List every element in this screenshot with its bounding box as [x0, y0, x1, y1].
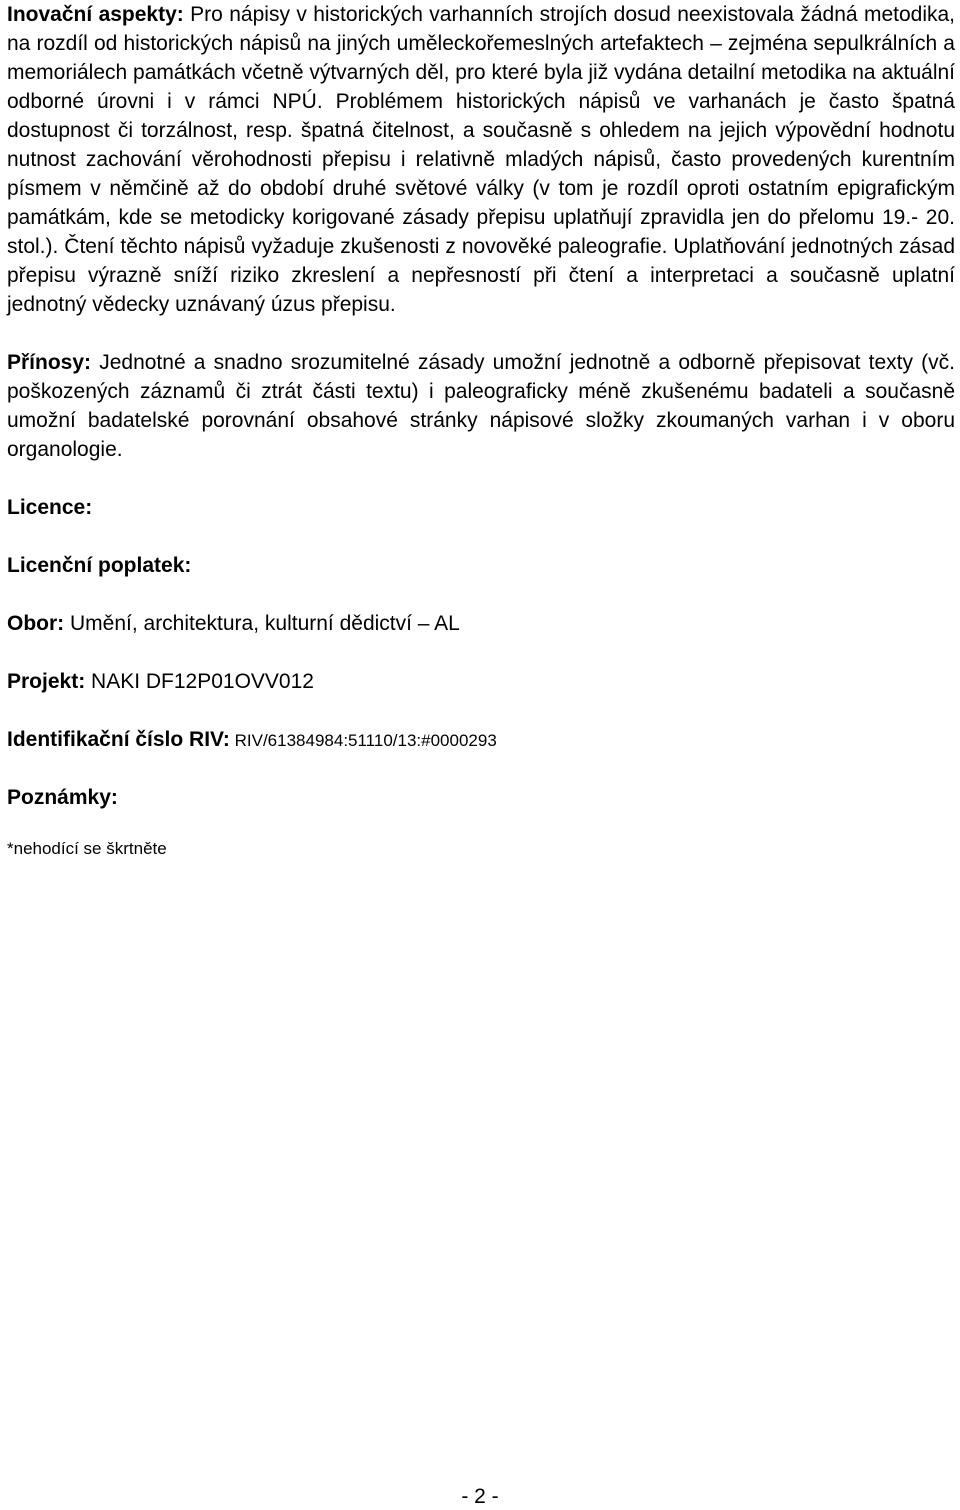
- spacer: [7, 696, 955, 725]
- notes-field: [7, 783, 955, 812]
- spacer: [7, 522, 955, 551]
- spacer: [7, 812, 955, 838]
- license-label: Licence:: [7, 496, 93, 519]
- spacer: [7, 464, 955, 493]
- innovation-text: Pro nápisy v historických varhanních strojích dosud neexistovala žádná metodika, na rozdíl od historických nápisů na jiných uměleckořemeslných artefaktech – zejména sepulkrálních a memoriálech památkách včetně výtvarných děl, pro které byla již vydána detailní metodika na aktuální odborné úrovni i v rámci NPÚ. Problémem historických nápisů ve varhanách je často špatná dostupnost či torzálnost, resp. špatná čitelnost, a současně s ohledem na jejich výpovědní hodnotu nutnost zachování věrohodnosti přepisu i relativně mladých nápisů, často provedených kurentním písmem v němčině až do období druhé světové války (v tom je rozdíl oproti ostatním epigrafickým památkám, kde se metodicky korigované zásady přepisu uplatňují zpravidla jen do přelomu 19.- 20. stol.). Čtení těchto nápisů vyžaduje zkušenosti z novověké paleografie. Uplatňování jednotných zásad přepisu výrazně sníží riziko zkreslení a nepřesností při čtení a interpretaci a současně uplatní jednotný vědecky uznávaný úzus přepisu.: [7, 3, 956, 316]
- benefits-paragraph: [7, 348, 955, 464]
- project-label: Projekt:: [7, 670, 86, 693]
- license-fee-field: [7, 551, 955, 580]
- license-field: [7, 493, 955, 522]
- document-page: [7, 0, 955, 860]
- spacer: [7, 580, 955, 609]
- spacer: [7, 319, 955, 348]
- notes-label: Poznámky:: [7, 786, 118, 809]
- project-field: [7, 667, 955, 696]
- project-value: NAKI DF12P01OVV012: [85, 670, 314, 693]
- innovation-paragraph: [7, 0, 955, 319]
- page-number: - 2 -: [461, 1485, 499, 1508]
- innovation-label: Inovační aspekty:: [7, 3, 184, 26]
- obor-field: [7, 609, 955, 638]
- obor-value: Umění, architektura, kulturní dědictví – AL: [64, 612, 460, 635]
- obor-label: Obor:: [7, 612, 65, 635]
- footnote: *nehodící se škrtněte: [7, 839, 167, 858]
- benefits-text: Jednotné a snadno srozumitelné zásady umožní jednotně a odborně přepisovat texty (vč. poškozených záznamů či ztrát části textu) i paleograficky méně zkušenému badateli a současně umožní badatelské porovnání obsahové stránky nápisové složky zkoumaných varhan i v oboru organologie.: [7, 351, 955, 461]
- riv-value: RIV/61384984:51110/13:#0000293: [229, 731, 497, 750]
- spacer: [7, 638, 955, 667]
- license-fee-label: Licenční poplatek:: [7, 554, 192, 577]
- riv-field: [7, 725, 955, 754]
- spacer: [7, 754, 955, 783]
- riv-label: Identifikační číslo RIV:: [7, 728, 230, 751]
- benefits-label: Přínosy:: [7, 351, 92, 374]
